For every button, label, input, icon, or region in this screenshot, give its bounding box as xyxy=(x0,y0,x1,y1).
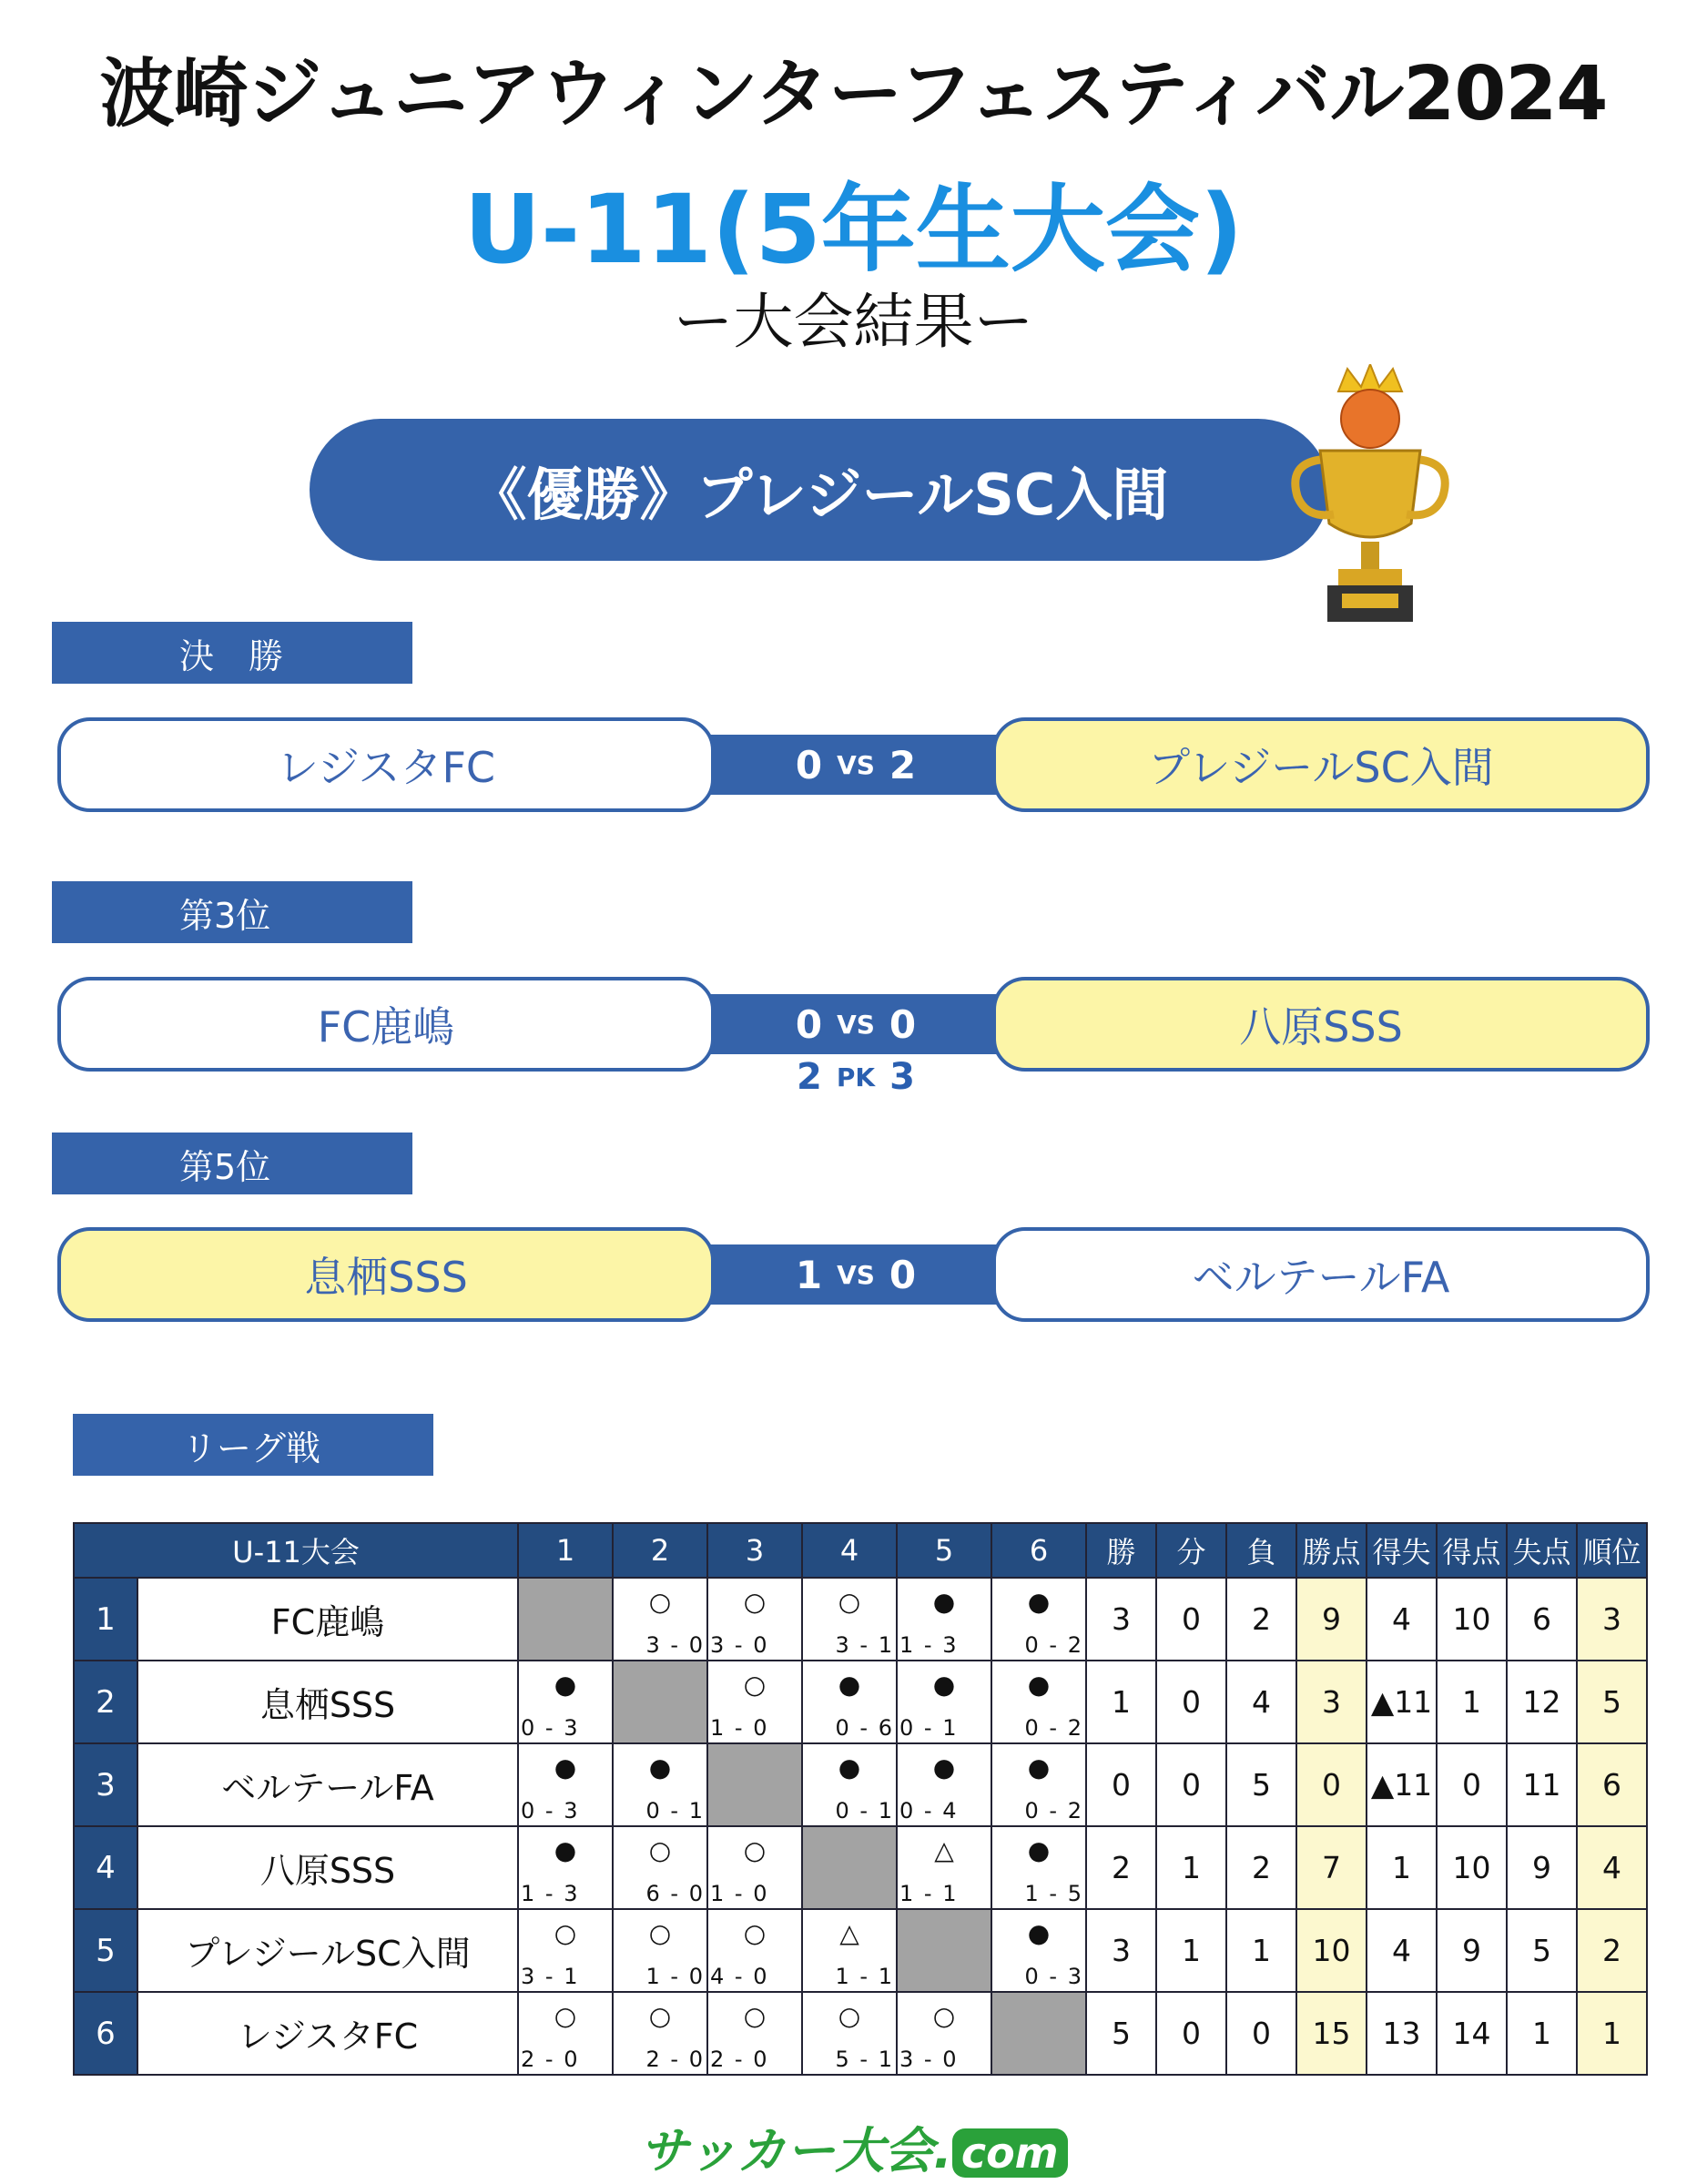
result-score: 1 - 1 xyxy=(899,1881,959,1906)
league-header-col: 3 xyxy=(707,1523,802,1578)
league-result-cell xyxy=(802,1661,897,1743)
league-result-cell xyxy=(518,1909,613,1992)
league-header-col: 6 xyxy=(991,1523,1086,1578)
page-title: 波崎ジュニアウィンターフェスティバル2024 xyxy=(99,51,1608,137)
result-score: 0 - 3 xyxy=(521,1715,580,1741)
third-pk-score xyxy=(760,1056,951,1098)
result-mark: ○ xyxy=(648,1587,672,1617)
result-mark: ● xyxy=(1027,1835,1051,1865)
fifth-right-score: 0 xyxy=(889,1252,917,1297)
result-mark: ● xyxy=(1027,1670,1051,1700)
league-goals-against: 5 xyxy=(1507,1909,1577,1992)
final-left-team xyxy=(57,717,715,812)
league-result-cell xyxy=(991,1578,1086,1661)
league-losses: 2 xyxy=(1226,1578,1296,1661)
league-points: 10 xyxy=(1296,1909,1367,1992)
league-goals-for: 10 xyxy=(1437,1826,1507,1909)
result-mark: ● xyxy=(1027,1752,1051,1783)
third-left-team-name: FC鹿嶋 xyxy=(317,1002,455,1051)
result-score: 0 - 3 xyxy=(1024,1964,1083,1989)
winner-banner xyxy=(310,419,1329,561)
league-row-number: 6 xyxy=(74,1992,137,2075)
result-score: 0 - 1 xyxy=(899,1715,959,1741)
league-draws: 1 xyxy=(1156,1909,1226,1992)
league-wins: 1 xyxy=(1086,1661,1156,1743)
result-score: 6 - 0 xyxy=(645,1881,705,1906)
result-score: 0 - 1 xyxy=(645,1798,705,1823)
trophy-icon xyxy=(1284,364,1457,628)
league-rank: 6 xyxy=(1577,1743,1647,1826)
league-draws: 0 xyxy=(1156,1661,1226,1743)
result-score: 1 - 3 xyxy=(521,1881,580,1906)
league-goals-against: 1 xyxy=(1507,1992,1577,2075)
section-label-league xyxy=(73,1414,433,1476)
league-result-cell xyxy=(518,1992,613,2075)
league-goal-diff: 13 xyxy=(1367,1992,1437,2075)
league-result-cell xyxy=(897,1992,991,2075)
league-wins: 2 xyxy=(1086,1826,1156,1909)
final-vs: VS xyxy=(837,749,875,780)
league-result-cell xyxy=(991,1661,1086,1743)
final-right-team xyxy=(992,717,1650,812)
page-subtitle: U-11(5年生大会) xyxy=(463,174,1244,285)
league-goal-diff: ▲11 xyxy=(1367,1743,1437,1826)
league-wins: 3 xyxy=(1086,1909,1156,1992)
result-mark: ● xyxy=(1027,1587,1051,1617)
league-losses: 2 xyxy=(1226,1826,1296,1909)
league-row xyxy=(74,1992,1647,2075)
league-result-cell xyxy=(518,1826,613,1909)
section-label-final xyxy=(52,622,412,684)
fifth-right-team xyxy=(992,1227,1650,1322)
fifth-score xyxy=(760,1244,951,1305)
result-mark: ● xyxy=(838,1670,861,1700)
league-goals-against: 12 xyxy=(1507,1661,1577,1743)
result-mark: △ xyxy=(934,1835,954,1865)
league-draws: 0 xyxy=(1156,1743,1226,1826)
league-row xyxy=(74,1661,1647,1743)
result-mark: ○ xyxy=(932,2001,956,2031)
result-score: 1 - 0 xyxy=(645,1964,705,1989)
league-header-losses: 負 xyxy=(1226,1523,1296,1578)
result-mark: ● xyxy=(648,1752,672,1783)
league-team-name: プレジールSC入間 xyxy=(137,1909,518,1992)
league-points: 15 xyxy=(1296,1992,1367,2075)
league-header-points: 勝点 xyxy=(1296,1523,1367,1578)
result-score: 3 - 1 xyxy=(521,1964,580,1989)
league-result-cell xyxy=(613,1743,707,1826)
result-score: 3 - 0 xyxy=(899,2047,959,2072)
league-losses: 1 xyxy=(1226,1909,1296,1992)
league-losses: 5 xyxy=(1226,1743,1296,1826)
league-result-cell xyxy=(802,1992,897,2075)
result-mark: ○ xyxy=(743,1835,767,1865)
logo-main-text: サッカー大会 xyxy=(639,2122,934,2179)
result-score: 0 - 6 xyxy=(835,1715,894,1741)
league-points: 7 xyxy=(1296,1826,1367,1909)
third-left-team xyxy=(57,977,715,1072)
result-score: 2 - 0 xyxy=(645,2047,705,2072)
section-label-third xyxy=(52,881,412,943)
fifth-vs: VS xyxy=(837,1259,875,1290)
league-self-cell xyxy=(802,1826,897,1909)
third-right-team xyxy=(992,977,1650,1072)
league-self-cell xyxy=(707,1743,802,1826)
league-row-number: 2 xyxy=(74,1661,137,1743)
league-result-cell xyxy=(802,1743,897,1826)
third-pk-left: 2 xyxy=(797,1056,822,1098)
league-wins: 0 xyxy=(1086,1743,1156,1826)
third-right-team-name: 八原SSS xyxy=(1239,1002,1403,1051)
league-header-wins: 勝 xyxy=(1086,1523,1156,1578)
league-rank: 2 xyxy=(1577,1909,1647,1992)
result-mark: ● xyxy=(932,1670,956,1700)
league-result-cell xyxy=(802,1578,897,1661)
result-score: 0 - 3 xyxy=(521,1798,580,1823)
fifth-right-team-name: ベルテールFA xyxy=(1192,1253,1450,1302)
result-score: 0 - 4 xyxy=(899,1798,959,1823)
league-goals-against: 9 xyxy=(1507,1826,1577,1909)
result-score: 2 - 0 xyxy=(710,2047,769,2072)
league-row-number: 4 xyxy=(74,1826,137,1909)
result-mark: ● xyxy=(1027,1918,1051,1948)
league-team-name: レジスタFC xyxy=(137,1992,518,2075)
result-mark: ○ xyxy=(838,1587,861,1617)
third-vs: VS xyxy=(837,1009,875,1040)
result-score: 2 - 0 xyxy=(521,2047,580,2072)
league-row-number: 3 xyxy=(74,1743,137,1826)
winner-label: 《優勝》プレジールSC入間 xyxy=(470,461,1169,528)
league-result-cell xyxy=(897,1661,991,1743)
league-goals-against: 6 xyxy=(1507,1578,1577,1661)
league-wins: 3 xyxy=(1086,1578,1156,1661)
result-mark: ○ xyxy=(648,1835,672,1865)
league-result-cell xyxy=(991,1826,1086,1909)
third-pk-right: 3 xyxy=(889,1056,915,1098)
result-score: 0 - 1 xyxy=(835,1798,894,1823)
page-caption: ー大会結果ー xyxy=(673,287,1034,357)
league-draws: 0 xyxy=(1156,1578,1226,1661)
league-goals-for: 9 xyxy=(1437,1909,1507,1992)
league-self-cell xyxy=(518,1578,613,1661)
league-result-cell xyxy=(707,1578,802,1661)
result-score: 0 - 2 xyxy=(1024,1715,1083,1741)
league-wins: 5 xyxy=(1086,1992,1156,2075)
league-rank: 5 xyxy=(1577,1661,1647,1743)
result-score: 4 - 0 xyxy=(710,1964,769,1989)
result-mark: ● xyxy=(554,1752,577,1783)
league-goal-diff: 1 xyxy=(1367,1826,1437,1909)
section-label-fifth xyxy=(52,1133,412,1194)
league-result-cell xyxy=(802,1909,897,1992)
result-mark: ○ xyxy=(743,1587,767,1617)
result-score: 1 - 0 xyxy=(710,1881,769,1906)
league-header-goals-against: 失点 xyxy=(1507,1523,1577,1578)
final-right-team-name: プレジールSC入間 xyxy=(1148,743,1494,792)
league-losses: 4 xyxy=(1226,1661,1296,1743)
final-left-score: 0 xyxy=(795,742,823,787)
result-score: 3 - 0 xyxy=(645,1632,705,1658)
league-header-col: 2 xyxy=(613,1523,707,1578)
league-header-col: 4 xyxy=(802,1523,897,1578)
result-mark: ● xyxy=(932,1752,956,1783)
league-result-cell xyxy=(613,1578,707,1661)
result-score: 3 - 1 xyxy=(835,1632,894,1658)
league-result-cell xyxy=(897,1743,991,1826)
league-goals-for: 0 xyxy=(1437,1743,1507,1826)
league-points: 0 xyxy=(1296,1743,1367,1826)
fifth-left-team xyxy=(57,1227,715,1322)
league-goal-diff: 4 xyxy=(1367,1909,1437,1992)
league-rank: 4 xyxy=(1577,1826,1647,1909)
result-mark: ○ xyxy=(743,2001,767,2031)
league-goal-diff: ▲11 xyxy=(1367,1661,1437,1743)
result-score: 3 - 0 xyxy=(710,1632,769,1658)
league-result-cell xyxy=(991,1743,1086,1826)
league-row-number: 5 xyxy=(74,1909,137,1992)
league-header-col: 5 xyxy=(897,1523,991,1578)
league-rank: 3 xyxy=(1577,1578,1647,1661)
result-score: 1 - 3 xyxy=(899,1632,959,1658)
result-score: 1 - 5 xyxy=(1024,1881,1083,1906)
league-row xyxy=(74,1826,1647,1909)
result-score: 5 - 1 xyxy=(835,2047,894,2072)
league-goals-against: 11 xyxy=(1507,1743,1577,1826)
league-result-cell xyxy=(613,1992,707,2075)
league-result-cell xyxy=(707,1826,802,1909)
result-mark: ○ xyxy=(838,2001,861,2031)
league-row xyxy=(74,1909,1647,1992)
league-header-row xyxy=(74,1523,1647,1578)
final-left-team-name: レジスタFC xyxy=(276,743,496,792)
league-points: 3 xyxy=(1296,1661,1367,1743)
league-result-cell xyxy=(991,1909,1086,1992)
result-mark: ● xyxy=(838,1752,861,1783)
section-label-league-text: リーグ戦 xyxy=(182,1427,321,1468)
site-logo xyxy=(0,2112,1707,2182)
league-header-goal-diff: 得失 xyxy=(1367,1523,1437,1578)
league-team-name: ベルテールFA xyxy=(137,1743,518,1826)
league-table xyxy=(73,1522,1648,2076)
league-header-rank: 順位 xyxy=(1577,1523,1647,1578)
result-mark: ● xyxy=(932,1587,956,1617)
result-mark: ○ xyxy=(743,1670,767,1700)
league-result-cell xyxy=(897,1826,991,1909)
result-score: 0 - 2 xyxy=(1024,1798,1083,1823)
result-score: 0 - 2 xyxy=(1024,1632,1083,1658)
final-score xyxy=(760,735,951,795)
third-left-score: 0 xyxy=(795,1001,823,1047)
league-draws: 0 xyxy=(1156,1992,1226,2075)
league-points: 9 xyxy=(1296,1578,1367,1661)
result-score: 1 - 0 xyxy=(710,1715,769,1741)
league-goals-for: 1 xyxy=(1437,1661,1507,1743)
league-header-title: U-11大会 xyxy=(74,1523,518,1578)
league-rank: 1 xyxy=(1577,1992,1647,2075)
league-team-name: 八原SSS xyxy=(137,1826,518,1909)
result-mark: ● xyxy=(554,1670,577,1700)
league-result-cell xyxy=(613,1909,707,1992)
third-right-score: 0 xyxy=(889,1001,917,1047)
third-pk-label: PK xyxy=(836,1062,876,1092)
league-team-name: 息栖SSS xyxy=(137,1661,518,1743)
league-header-goals-for: 得点 xyxy=(1437,1523,1507,1578)
result-mark: ○ xyxy=(554,1918,577,1948)
league-row-number: 1 xyxy=(74,1578,137,1661)
league-team-name: FC鹿嶋 xyxy=(137,1578,518,1661)
league-row xyxy=(74,1743,1647,1826)
league-losses: 0 xyxy=(1226,1992,1296,2075)
league-result-cell xyxy=(707,1992,802,2075)
result-mark: ○ xyxy=(554,2001,577,2031)
section-label-third-text: 第3位 xyxy=(179,895,271,936)
section-label-final-text: 決 勝 xyxy=(179,635,284,676)
league-goals-for: 14 xyxy=(1437,1992,1507,2075)
league-result-cell xyxy=(707,1661,802,1743)
league-result-cell xyxy=(707,1909,802,1992)
league-self-cell xyxy=(897,1909,991,1992)
league-goals-for: 10 xyxy=(1437,1578,1507,1661)
league-goal-diff: 4 xyxy=(1367,1578,1437,1661)
league-result-cell xyxy=(518,1661,613,1743)
league-draws: 1 xyxy=(1156,1826,1226,1909)
result-mark: ● xyxy=(554,1835,577,1865)
league-self-cell xyxy=(613,1661,707,1743)
league-header-col: 1 xyxy=(518,1523,613,1578)
result-score: 1 - 1 xyxy=(835,1964,894,1989)
league-result-cell xyxy=(613,1826,707,1909)
result-mark: ○ xyxy=(648,1918,672,1948)
third-score xyxy=(760,994,951,1054)
league-row xyxy=(74,1578,1647,1661)
league-self-cell xyxy=(991,1992,1086,2075)
fifth-left-score: 1 xyxy=(795,1252,823,1297)
final-right-score: 2 xyxy=(889,742,917,787)
logo-domain: com xyxy=(952,2128,1068,2178)
result-mark: △ xyxy=(839,1918,859,1948)
result-mark: ○ xyxy=(743,1918,767,1948)
fifth-left-team-name: 息栖SSS xyxy=(304,1253,468,1302)
section-label-fifth-text: 第5位 xyxy=(179,1146,271,1187)
logo-dot: . xyxy=(933,2122,952,2179)
league-result-cell xyxy=(897,1578,991,1661)
league-result-cell xyxy=(518,1743,613,1826)
result-mark: ○ xyxy=(648,2001,672,2031)
league-header-draws: 分 xyxy=(1156,1523,1226,1578)
